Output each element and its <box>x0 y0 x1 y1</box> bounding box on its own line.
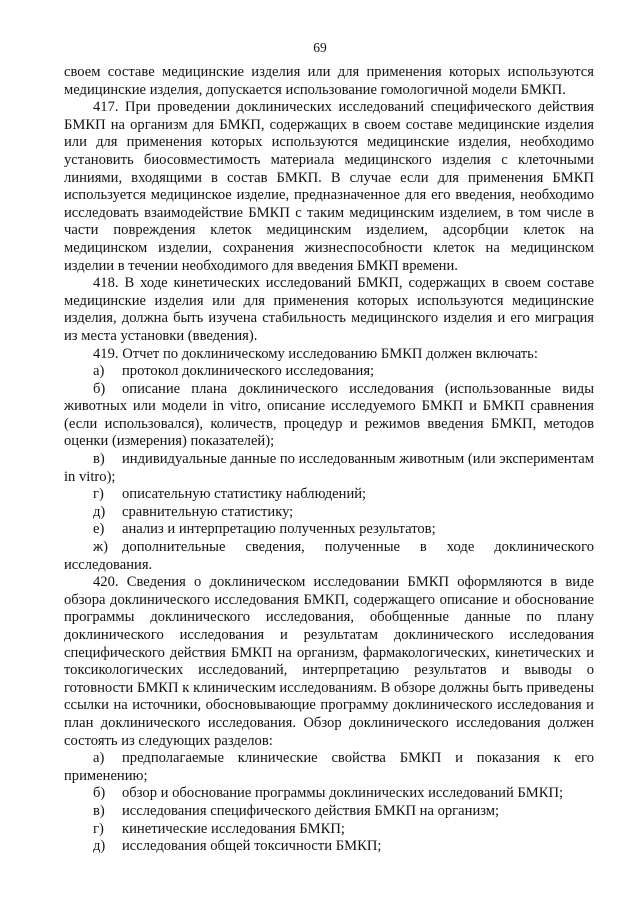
list-item-419-d <box>64 504 594 522</box>
list-item-419-g <box>64 486 594 504</box>
list-item-text: описательную статистику наблюдений; <box>122 486 367 503</box>
list-item-419-v <box>64 451 594 486</box>
list-item-419-a <box>64 363 594 381</box>
list-item-420-v <box>64 803 594 821</box>
list-item-420-b <box>64 785 594 803</box>
list-marker: д) <box>93 503 106 520</box>
paragraph-417: 417. При проведении доклинических исследований специфического действия БМКП на организм для БМКП, содержащих в своем составе медицинские изделия или для применения которых используются медицинские изделия, необходимо установить биосовместимость материала медицинского изделия с клеточными линиями, входящими в состав БМКП. В случае если для применения БМКП используется медицинское изделие, предназначенное для его введения, необходимо исследовать взаимодействие БМКП с таким медицинским изделием, в том числе в части повреждения клеток медицинским изделием, адсорбции клеток на медицинском изделии, сохранения жизнеспособности клеток на медицинском изделии в течении необходимого для введения БМКП времени. <box>64 99 594 274</box>
list-marker: в) <box>93 451 105 468</box>
list-marker: а) <box>93 363 105 380</box>
list-item-420-a <box>64 750 594 785</box>
paragraph-420: 420. Сведения о доклиническом исследовании БМКП оформляются в виде обзора доклинического исследования БМКП, содержащего описание и обоснование программы доклинического исследования, обобщенные данные по плану доклинического исследования и результатам доклинического исследования специфического действия БМКП на организм, фармакологических, кинетических и токсикологических исследований, интерпретацию результатов и выводы о готовности БМКП к клиническим исследованиям. В обзоре должны быть приведены ссылки на источники, обосновывающие программу доклинического исследования и план доклинического исследования. Обзор доклинического исследования должен состоять из следующих разделов: <box>64 574 594 749</box>
paragraph-419: 419. Отчет по доклиническому исследованию БМКП должен включать: <box>93 345 538 362</box>
list-marker: б) <box>93 380 106 397</box>
list-marker: г) <box>93 486 104 503</box>
list-item-420-d <box>64 838 594 856</box>
list-marker: д) <box>93 838 106 855</box>
list-marker: г) <box>93 820 104 837</box>
list-item-text: предполагаемые клинические свойства БМКП и показания к его применению; <box>64 750 594 784</box>
list-item-text: индивидуальные данные по исследованным животным (или экспериментам in vitro); <box>64 451 594 485</box>
page-number: 69 <box>313 40 327 55</box>
list-item-419-e <box>64 521 594 539</box>
list-marker: в) <box>93 802 105 819</box>
list-item-420-g <box>64 821 594 839</box>
list-item-419-zh <box>64 539 594 574</box>
list-item-text: исследования специфического действия БМКП на организм; <box>122 802 500 819</box>
list-item-419-b <box>64 381 594 451</box>
list-item-text: анализ и интерпретацию полученных результатов; <box>122 521 436 538</box>
list-marker: ж) <box>93 539 108 556</box>
list-item-text: описание плана доклинического исследования (использованные виды животных или модели in vitro, описание исследуемого БМКП и БМКП сравнения (если использовался), количеств, процедур и режимов введения БМКП, методов оценки (измерения) показателей); <box>64 380 594 450</box>
list-marker: б) <box>93 785 106 802</box>
paragraph-418: 418. В ходе кинетических исследований БМКП, содержащих в своем составе медицинские изделия или для применения которых используются медицинские изделия, должна быть изучена стабильность медицинского изделия и его миграция из места установки (введения). <box>64 275 594 344</box>
list-item-text: сравнительную статистику; <box>122 503 294 520</box>
paragraph-continuation: своем составе медицинские изделия или для применения которых используются медицинские изделия, допускается использование гомологичной модели БМКП. <box>64 64 594 98</box>
document-body <box>64 64 594 856</box>
list-marker: е) <box>93 521 105 538</box>
list-item-text: протокол доклинического исследования; <box>122 363 375 380</box>
list-item-text: обзор и обоснование программы доклинических исследований БМКП; <box>122 785 564 802</box>
list-item-text: дополнительные сведения, полученные в ходе доклинического исследования. <box>64 539 594 573</box>
list-marker: а) <box>93 750 105 767</box>
list-item-text: кинетические исследования БМКП; <box>122 820 345 837</box>
list-item-text: исследования общей токсичности БМКП; <box>122 838 382 855</box>
